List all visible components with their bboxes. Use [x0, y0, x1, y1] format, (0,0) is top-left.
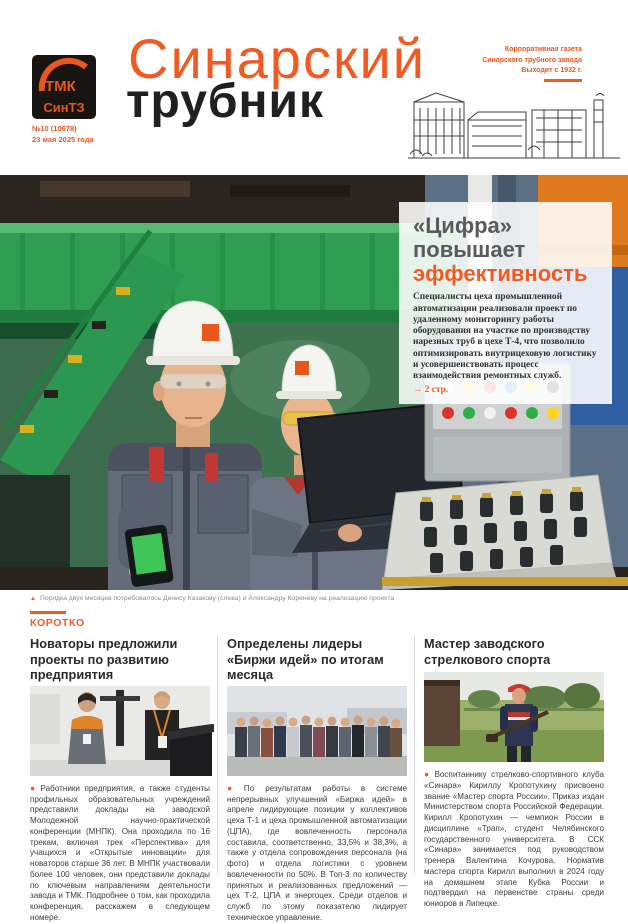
tmk-logo-icon: [32, 55, 96, 119]
logo-sintz-text: СинТЗ: [43, 100, 85, 115]
section-rule: [30, 611, 66, 614]
hero-caption-text: Порядка двух месяцев потребовалось Денису Казакову (слева) и Александру Кореневу на реализацию проекта: [39, 595, 395, 602]
hero-page-reference: → 2 стр.: [413, 384, 449, 395]
hero-headline-box: [399, 202, 612, 404]
column-divider: [217, 636, 218, 874]
tmk-sintz-logo: [32, 55, 96, 119]
factory-sketch-illustration: [406, 88, 622, 168]
brief-article-idea-exchange: [227, 636, 407, 924]
bullet-icon: ●: [424, 769, 432, 779]
conference-photo-illustration: [30, 686, 210, 776]
newspaper-title-line1: Синарский: [128, 27, 426, 90]
tagline-line: Выходит с 1932 г.: [521, 67, 582, 74]
bullet-icon: ●: [30, 782, 38, 793]
tagline: [400, 45, 582, 77]
brief-body: [30, 783, 210, 924]
hero-photo: [0, 175, 628, 590]
group-photo-illustration: [227, 686, 407, 776]
hero-headline-line3: эффективность: [413, 260, 588, 286]
issue-number: №10 (10678): [32, 124, 77, 133]
issue-date: 23 мая 2025 года: [32, 134, 94, 144]
brief-article-shooting-master: [424, 636, 604, 910]
shooting-photo-illustration: [424, 672, 604, 762]
brief-title: Мастер заводского стрелкового спорта: [424, 636, 551, 667]
logo-tmk-text: ТМК: [45, 78, 76, 95]
tagline-line: Синарского трубного завода: [482, 56, 582, 64]
tagline-rule: [544, 79, 582, 82]
tagline-line: Корпоративная газета: [504, 46, 582, 53]
hero-caption: [30, 595, 590, 602]
section-label: КОРОТКО: [30, 617, 85, 629]
brief-title: Новаторы предложили проекты по развитию предприятия: [30, 636, 178, 683]
column-divider: [414, 636, 415, 874]
conference-photo: [30, 686, 210, 776]
brief-article-innovators: [30, 636, 210, 924]
brief-title: Определены лидеры «Биржи идей» по итогам месяца: [227, 636, 384, 683]
hero-lead-text: Специалисты цеха промышленной автоматизации реализовали проект по удаленному мониторингу работы оборудования на участке по производству нарезных труб в цехе Т-4, что позволило оптимизировать внутрицеховую логистику и усовершенствовать процесс взаимодействия ремонтных служб.: [413, 292, 597, 382]
issue-info: [32, 124, 94, 145]
hero-headline-line1: «Цифра»: [413, 213, 512, 238]
brief-body-text: Воспитаннику стрелково-спортивного клуба «Синара» Кириллу Кропотухину присвоено звание «Мастер спорта России». Приказ издан Министерством спорта Российской Федерации. Кирилл Кропотухин — чемпион России в дисциплине «Трап», студент Челябинского государственного университета. В ССК «Синара» занимается под руководством тренера Валентина Кочурова. Норматив мастера спорта Кирилл выполнил в 2024 году на домашнем этапе Кубка России и подтвердил на первенстве страны среди юниоров в Липецке.: [424, 770, 604, 908]
caption-marker-icon: ▲: [30, 595, 36, 602]
brief-body-text: Работники предприятия, а также студенты профильных образовательных учреждений представили доклады на заводской Молодежной научно-практической конференции (МНПК). Она проходила по 16 трекам, включая трек «Перспектива» для учащихся и «Открытые инновации» для новаторов старше 36 лет. В МНПК участвовали более 100 человек, они представили доклады по ключевым направлениям деятельности завода и ТМК. Подробнее о том, как проходила конференция, расскажем в следующем номере.: [30, 783, 210, 922]
newspaper-title-line2: трубник: [126, 75, 325, 128]
bullet-icon: ●: [227, 782, 241, 793]
brief-body: [227, 783, 407, 924]
hero-headline-line2: повышает: [413, 236, 526, 262]
group-photo: [227, 686, 407, 776]
brief-body: [424, 769, 604, 910]
shooting-photo: [424, 672, 604, 762]
brief-body-text: По результатам работы в системе непрерывных улучшений «Биржа идей» в апреле лидирующие позиции у коллективов цеха Т-1 и цеха промышленной автоматизации (ЦПА), где вовлеченность персонала составила, соответственно, 33,5% и 38,3%, а также у отдела сопровождения персонала (на фото) и отдела логистики с уровнем вовлеченности по 50%. В Топ-3 по количеству принятых и реализованных предложений — цех Т-2, ЦПА и энергоцех. Среди отделов и служб по этому показателю лидирует техническое управление.: [227, 783, 408, 922]
